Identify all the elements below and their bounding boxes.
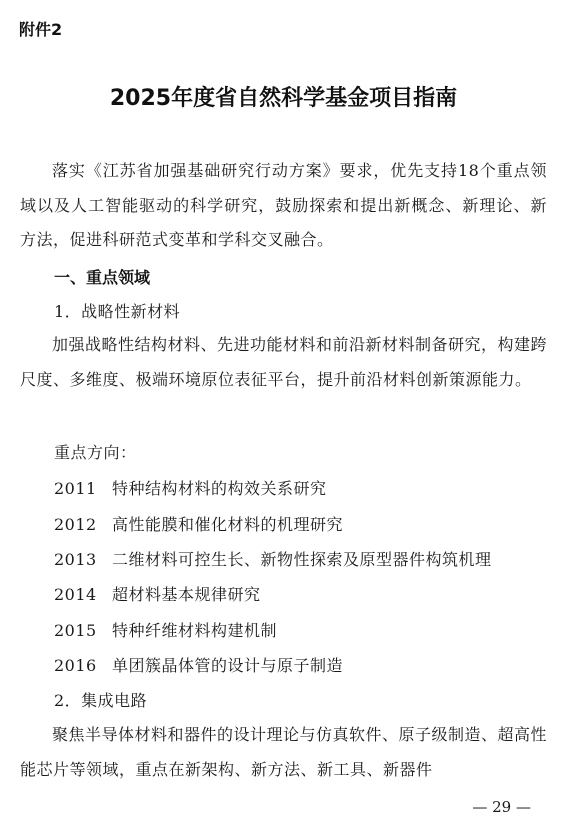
area-description-new-materials: 加强战略性结构材料、先进功能材料和前沿新材料制备研究，构建跨尺度、多维度、极端环境原位表征平台，提升前沿材料创新策源能力。 bbox=[20, 335, 548, 389]
direction-item bbox=[54, 477, 327, 501]
directions-label: 重点方向： bbox=[54, 443, 137, 462]
direction-code: 2012 bbox=[54, 515, 97, 534]
direction-code: 2015 bbox=[54, 621, 97, 640]
direction-text: 特种纤维材料构建机制 bbox=[112, 621, 278, 640]
area-description-integrated-circuits: 聚焦半导体材料和器件的设计理论与仿真软件、原子级制造、超高性能芯片等领域，重点在新架构、新方法、新工具、新器件 bbox=[20, 725, 547, 779]
direction-code: 2014 bbox=[54, 585, 97, 604]
direction-code: 2016 bbox=[54, 656, 97, 675]
direction-item bbox=[54, 513, 343, 537]
direction-item bbox=[54, 583, 261, 607]
direction-text: 单团簇晶体管的设计与原子制造 bbox=[112, 656, 344, 675]
page-number: — 29 — bbox=[472, 798, 531, 816]
direction-text: 特种结构材料的构效关系研究 bbox=[112, 479, 327, 498]
direction-item bbox=[54, 548, 492, 572]
direction-text: 超材料基本规律研究 bbox=[112, 585, 261, 604]
direction-text: 二维材料可控生长、新物性探索及原型器件构筑机理 bbox=[112, 550, 492, 569]
area-heading-new-materials: 1．战略性新材料 bbox=[54, 302, 181, 321]
area-heading-integrated-circuits: 2．集成电路 bbox=[54, 691, 148, 710]
document-title: 2025年度省自然科学基金项目指南 bbox=[109, 86, 458, 111]
section-heading-key-areas: 一、重点领域 bbox=[54, 268, 151, 287]
direction-code: 2013 bbox=[54, 550, 97, 569]
direction-text: 高性能膜和催化材料的机理研究 bbox=[112, 515, 344, 534]
intro-paragraph: 落实《江苏省加强基础研究行动方案》要求，优先支持18个重点领域以及人工智能驱动的科学研究，鼓励探索和提出新概念、新理论、新方法，促进科研范式变革和学科交叉融合。 bbox=[20, 161, 547, 249]
direction-code: 2011 bbox=[54, 479, 97, 498]
direction-item bbox=[54, 619, 277, 643]
attachment-label: 附件2 bbox=[19, 20, 63, 39]
direction-item bbox=[54, 654, 343, 678]
